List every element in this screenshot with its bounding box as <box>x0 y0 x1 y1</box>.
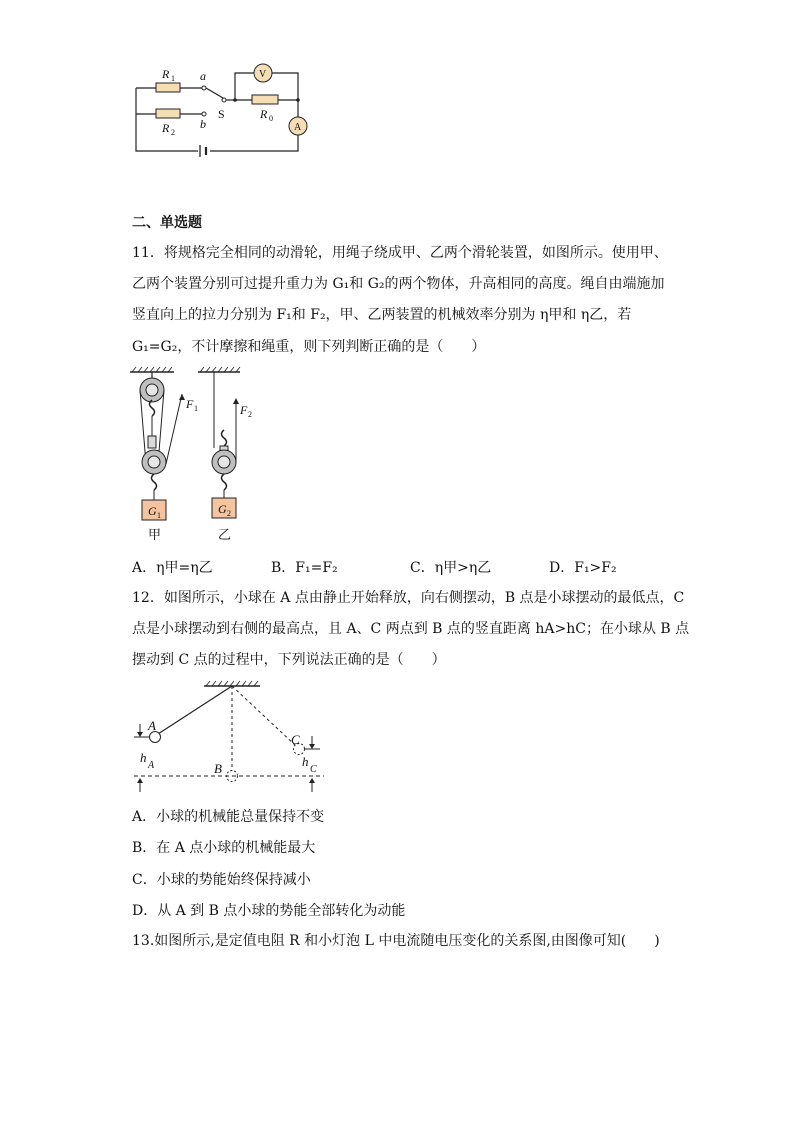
svg-text:S: S <box>218 107 225 121</box>
q11-line-1: 11．将规格完全相同的动滑轮，用绳子绕成甲、乙两个滑轮装置，如图所示。使用甲、 <box>132 245 668 261</box>
svg-text:A: A <box>294 122 302 133</box>
pulley-figure <box>126 364 266 544</box>
svg-text:C: C <box>310 764 317 775</box>
q11-line-3: 竖直向上的拉力分别为 F₁和 F₂，甲、乙两装置的机械效率分别为 η甲和 η乙，若 <box>132 307 632 323</box>
svg-text:b: b <box>200 117 206 131</box>
q11-line-4: G₁=G₂，不计摩擦和绳重，则下列判断正确的是（ ） <box>132 339 486 355</box>
svg-text:G: G <box>148 504 157 518</box>
svg-text:2: 2 <box>227 509 231 518</box>
svg-text:0: 0 <box>269 114 273 123</box>
svg-text:1: 1 <box>157 511 161 520</box>
circuit-diagram <box>120 58 320 168</box>
q12-line-2: 点是小球摆动到右侧的最高点，且 A、C 两点到 B 点的竖直距离 hA>hC；在小球从 B 点 <box>132 621 690 637</box>
svg-text:h: h <box>140 750 147 765</box>
svg-text:乙: 乙 <box>218 527 232 542</box>
pendulum-figure <box>128 672 328 800</box>
svg-text:2: 2 <box>248 410 252 419</box>
svg-text:a: a <box>200 69 206 83</box>
svg-text:F: F <box>240 403 248 417</box>
svg-text:R: R <box>260 107 268 121</box>
svg-text:甲: 甲 <box>148 527 162 542</box>
svg-text:2: 2 <box>171 128 175 137</box>
svg-text:B: B <box>214 761 222 776</box>
q11-line-2: 乙两个装置分别可过提升重力为 G₁和 G₂的两个物体，升高相同的高度。绳自由端施加 <box>132 276 665 292</box>
q12-line-3: 摆动到 C 点的过程中，下列说法正确的是（ ） <box>132 652 446 668</box>
q11-option-c[interactable]: C．η甲>η乙 <box>410 560 492 576</box>
svg-text:R: R <box>162 67 170 81</box>
svg-text:1: 1 <box>171 74 175 83</box>
svg-text:A: A <box>148 760 155 771</box>
svg-text:h: h <box>302 754 309 769</box>
q12-option-c[interactable]: C．小球的势能始终保持减小 <box>132 872 311 888</box>
svg-text:V: V <box>259 69 267 80</box>
svg-text:A: A <box>148 718 156 733</box>
svg-text:G: G <box>218 502 227 516</box>
svg-text:F: F <box>186 397 194 411</box>
q12-line-1: 12．如图所示，小球在 A 点由静止开始释放，向右侧摆动，B 点是小球摆动的最低点，C <box>132 590 685 606</box>
q12-option-b[interactable]: B．在 A 点小球的机械能最大 <box>132 840 316 856</box>
q13-line-1: 13.如图所示,是定值电阻 R 和小灯泡 L 中电流随电压变化的关系图,由图像可知( ) <box>132 933 660 949</box>
q12-option-d[interactable]: D．从 A 到 B 点小球的势能全部转化为动能 <box>132 903 406 919</box>
svg-text:1: 1 <box>194 404 198 413</box>
q11-option-a[interactable]: A．η甲=η乙 <box>132 560 213 576</box>
section-title: 二、单选题 <box>132 215 202 231</box>
q11-option-b[interactable]: B．F₁=F₂ <box>271 560 338 576</box>
q11-option-d[interactable]: D．F₁>F₂ <box>549 560 617 576</box>
svg-text:C: C <box>291 732 300 747</box>
svg-text:R: R <box>162 121 170 135</box>
q12-option-a[interactable]: A．小球的机械能总量保持不变 <box>132 809 325 825</box>
